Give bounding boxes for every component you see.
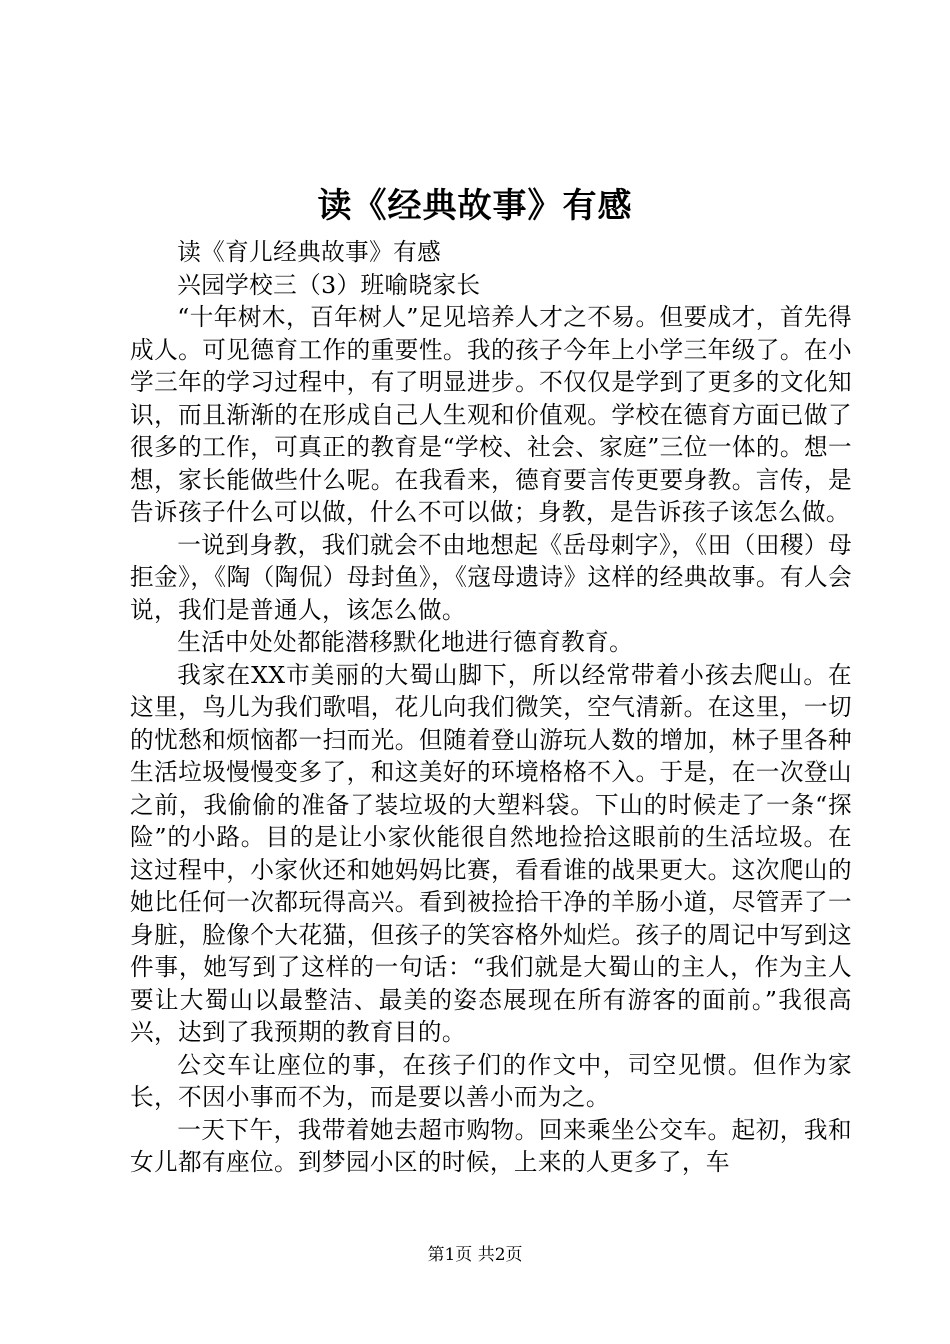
document-title: 读《经典故事》有感: [317, 186, 633, 226]
subtitle-line: 读《育儿经典故事》有感: [177, 238, 442, 266]
body-paragraph: “十年树木，百年树人”足见培养人才之不易。但要成才，首先得成人。可见德育工作的重要性。我的孩子今年上小学三年级了。在小学三年的学习过程中，有了明显进步。不仅仅是学到了更多的文化知识，而且渐渐的在形成自己人生观和价值观。学校在德育方面已做了很多的工作，可真正的教育是“学校、社会、家庭”三位一体的。想一想，家长能做些什么呢。在我看来，德育要言传更要身教。言传，是告诉孩子什么可以做，什么不可以做；身教，是告诉孩子该怎么做。: [130, 303, 852, 526]
body-paragraph: 生活中处处都能潜移默化地进行德育教育。: [177, 628, 634, 656]
body-paragraph: 一说到身教，我们就会不由地想起《岳母刺字》，《田（田稷）母拒金》，《陶（陶侃）母封鱼》，《寇母遗诗》这样的经典故事。有人会说，我们是普通人，该怎么做。: [130, 530, 852, 624]
body-paragraph: 我家在XX市美丽的大蜀山脚下，所以经常带着小孩去爬山。在这里，鸟儿为我们歌唱，花儿向我们微笑，空气清新。在这里，一切的忧愁和烦恼都一扫而光。但随着登山游玩人数的增加，林子里各种生活垃圾慢慢变多了，和这美好的环境格格不入。于是，在一次登山之前，我偷偷的准备了装垃圾的大塑料袋。下山的时候走了一条“探险”的小路。目的是让小家伙能很自然地捡拾这眼前的生活垃圾。在这过程中，小家伙还和她妈妈比赛，看看谁的战果更大。这次爬山的她比任何一次都玩得高兴。看到被捡拾干净的羊肠小道，尽管弄了一身脏，脸像个大花猫，但孩子的笑容格外灿烂。孩子的周记中写到这件事，她写到了这样的一句话：“我们就是大蜀山的主人，作为主人要让大蜀山以最整洁、最美的姿态展现在所有游客的面前。”我很高兴，达到了我预期的教育目的。: [130, 660, 852, 1046]
body-paragraph: 公交车让座位的事，在孩子们的作文中，司空见惯。但作为家长，不因小事而不为，而是要以善小而为之。: [130, 1050, 852, 1111]
page-footer: 第1页 共2页: [427, 1245, 523, 1265]
body-paragraph: 一天下午，我带着她去超市购物。回来乘坐公交车。起初，我和女儿都有座位。到梦园小区的时候，上来的人更多了，车: [130, 1115, 852, 1176]
author-line: 兴园学校三（3）班喻晓家长: [177, 270, 481, 299]
document-body: [130, 236, 852, 1179]
